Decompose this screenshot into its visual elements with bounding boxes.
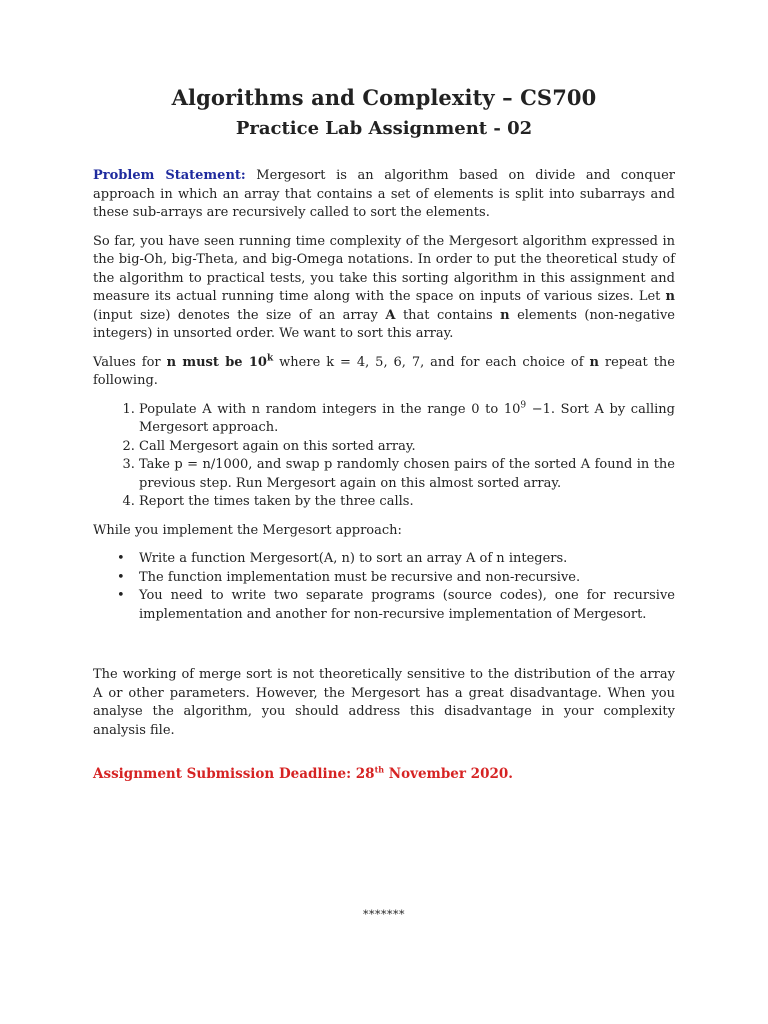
context-text-3: that contains — [395, 307, 501, 323]
values-exponent: k — [266, 353, 274, 364]
problem-statement — [93, 167, 675, 223]
spacer — [93, 634, 675, 666]
context-text-1: So far, you have seen running time complexity of the Mergesort algorithm expressed in the big-Oh, big-Theta, and big-Omega notations. In order to put the theoretical study of the algorithm to practical tests, you take this sorting algorithm in this assignment and measure its actual running time along with the space on inputs of various sizes. Let — [93, 233, 675, 304]
values-text-1: Values for — [93, 354, 167, 370]
bullet-icon: • — [117, 551, 125, 566]
requirement-item — [117, 587, 675, 624]
deadline-ordinal: th — [374, 764, 385, 775]
requirement-item — [117, 569, 675, 588]
document-title: Algorithms and Complexity – CS700 — [171, 85, 597, 110]
requirement-text: You need to write two separate programs (source codes), one for recursive implementation and another for non-recursive implementation of Mergesort. — [139, 588, 675, 622]
final-paragraph: The working of merge sort is not theoretically sensitive to the distribution of the array A or other parameters. However, the Mergesort has a great disadvantage. When you analyse the algorithm, you should address this disadvantage in your complexity analysis file. — [93, 667, 675, 738]
implement-intro: While you implement the Mergesort approach: — [93, 522, 402, 538]
submission-deadline — [93, 766, 675, 782]
deadline-text-end: November 2020. — [384, 766, 513, 782]
steps-list — [93, 401, 675, 512]
step-item: 2. Call Mergesort again on this sorted array. — [139, 438, 675, 457]
var-n: n — [589, 354, 599, 370]
step-1-text-end: −1. Sort A by calling Mergesort approach. — [139, 401, 675, 435]
document-subtitle: Practice Lab Assignment - 02 — [235, 118, 533, 139]
step-1-exponent: 9 — [520, 400, 527, 411]
context-text-4: elements (non-negative integers) in unsorted order. We want to sort this array. — [93, 307, 675, 341]
step-item: 4. Report the times taken by the three calls. — [139, 493, 675, 512]
problem-statement-label: Problem Statement: — [93, 168, 246, 183]
requirement-item — [117, 550, 675, 569]
context-paragraph — [93, 233, 675, 344]
bullet-icon: • — [117, 569, 125, 585]
requirement-text: The function implementation must be recursive and non-recursive. — [139, 569, 581, 585]
values-paragraph — [93, 354, 675, 391]
step-item — [139, 401, 675, 438]
var-n: n — [500, 307, 510, 323]
context-text-2: (input size) denotes the size of an array — [93, 307, 386, 323]
deadline-text: Assignment Submission Deadline: 28 — [93, 766, 375, 782]
values-text-3: repeat the following. — [93, 354, 675, 388]
step-item: 3. Take p = n/1000, and swap p randomly chosen pairs of the sorted A found in the previous step. Run Mergesort again on this almost sorted array. — [139, 456, 675, 493]
var-A: A — [385, 307, 396, 323]
values-text-2: where k = 4, 5, 6, 7, and for each choice of — [273, 354, 590, 370]
document-page — [93, 85, 676, 921]
var-n: n — [665, 289, 675, 304]
end-mark: ******* — [363, 908, 405, 921]
bullet-icon: • — [117, 588, 125, 603]
problem-statement-text: Mergesort is an algorithm based on divide and conquer approach in which an array that contains a set of elements is split into subarrays and these sub-arrays are recursively called to sort the elements. — [93, 168, 676, 220]
requirements-list — [93, 550, 675, 624]
values-bold-n: n must be 10 — [166, 354, 267, 370]
step-1-text: Populate A with n random integers in the range 0 to 10 — [139, 401, 521, 417]
requirement-text: Write a function Mergesort(A, n) to sort an array A of n integers. — [139, 551, 568, 566]
